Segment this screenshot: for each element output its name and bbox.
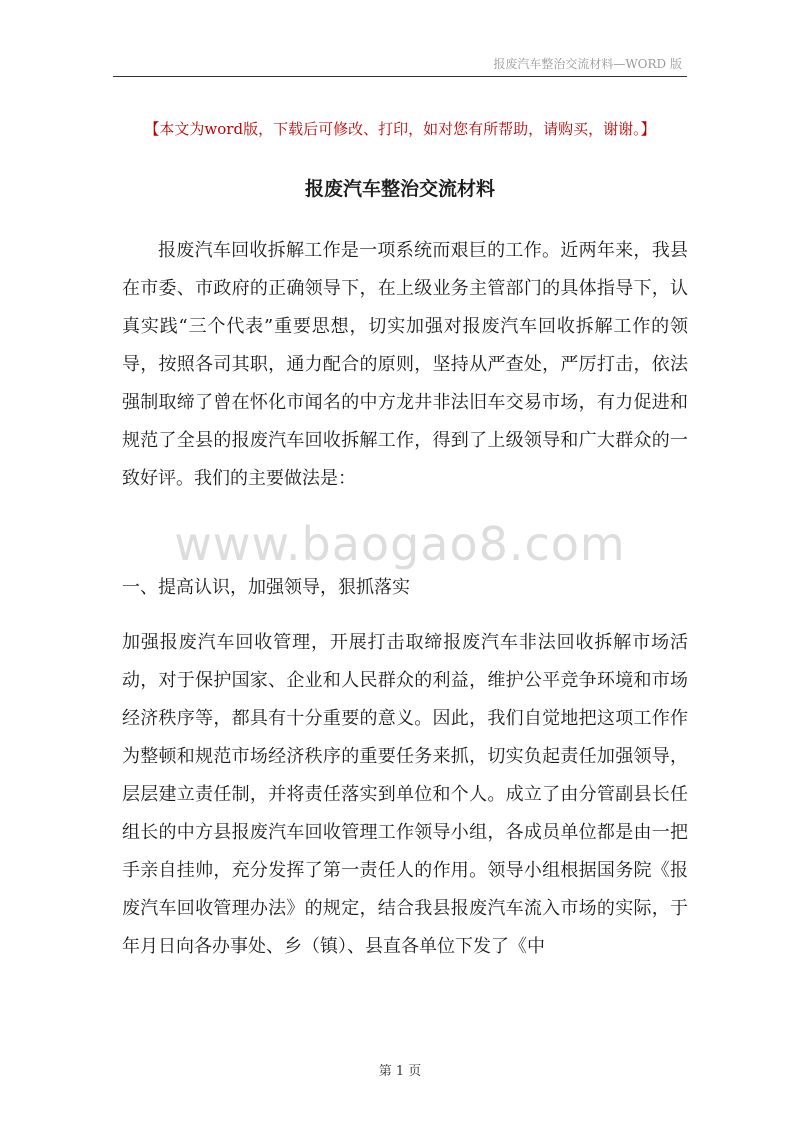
intro-paragraph: 报废汽车回收拆解工作是一项系统而艰巨的工作。近两年来，我县在市委、市政府的正确领导下，在上级业务主管部门的具体指导下，认真实践“三个代表”重要思想，切实加强对报废汽车回收拆解工作的领导，按照各司其职，通力配合的原则，坚持从严查处，严厉打击，依法强制取缔了曾在怀化市闻名的中方龙井非法旧车交易市场，有力促进和规范了全县的报废汽车回收拆解工作，得到了上级领导和广大群众的一致好评。我们的主要做法是： — [122, 240, 688, 489]
intro-section — [122, 232, 688, 498]
running-header: 报废汽车整治交流材料—WORD 版 — [493, 57, 682, 71]
header-divider — [113, 76, 687, 77]
section-1-heading: 一、提高认识，加强领导，狠抓落实 — [122, 577, 410, 598]
document-title: 报废汽车整治交流材料 — [304, 178, 495, 200]
watermark: www.baogao8.com — [174, 517, 626, 571]
section-1-heading-wrap — [122, 569, 688, 607]
section-1-body: 加强报废汽车回收管理，开展打击取缔报废汽车非法回收拆解市场活动，对于保护国家、企业和人民群众的利益，维护公平竞争环境和市场经济秩序等，都具有十分重要的意义。因此，我们自觉地把这项工作作为整顿和规范市场经济秩序的重要任务来抓，切实负起责任加强领导，层层建立责任制，并将责任落实到单位和个人。成立了由分管副县长任组长的中方县报废汽车回收管理工作领导小组，各成员单位都是由一把手亲自挂帅，充分发挥了第一责任人的作用。领导小组根据国务院《报废汽车回收管理办法》的规定，结合我县报废汽车流入市场的实际，于年月日向各办事处、乡（镇）、县直各单位下发了《中 — [122, 632, 688, 957]
page-number: 第 1 页 — [378, 1064, 422, 1079]
section-1-body-wrap — [122, 624, 688, 966]
purchase-notice: 【本文为word版，下载后可修改、打印，如对您有所帮助，请购买，谢谢。】 — [144, 120, 656, 138]
